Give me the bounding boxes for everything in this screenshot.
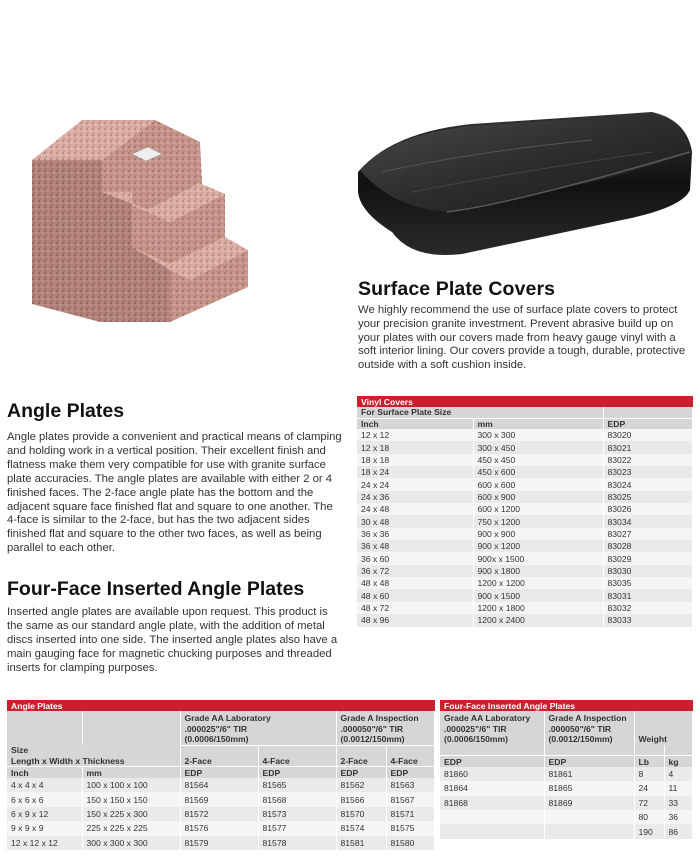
vinyl-table-row-cell: 36 x 36: [357, 528, 473, 540]
grade-a-tolerance: .000050"/6" TIR: [340, 723, 404, 734]
vinyl-table-row-cell: 300 x 450: [473, 441, 603, 453]
angle-table-row-cell: 150 x 150 x 150: [82, 792, 180, 806]
angle-table-row-cell: 81581: [336, 836, 386, 850]
vinyl-table-row-cell: 12 x 12: [357, 429, 473, 441]
vinyl-table-row-cell: 1200 x 1800: [473, 602, 603, 614]
vinyl-table-row-cell: 450 x 450: [473, 454, 603, 466]
four-grade-aa-label: Grade AA Laboratory: [444, 713, 531, 723]
vinyl-table-row-cell: 600 x 900: [473, 491, 603, 503]
vinyl-covers-table: [357, 396, 693, 627]
four-grade-a-label: Grade A Inspection: [548, 713, 627, 723]
vinyl-table-row: [357, 528, 693, 540]
vinyl-table-row: [357, 491, 693, 503]
angle-table-row-cell: 81573: [258, 807, 336, 821]
vinyl-table-row-cell: 24 x 48: [357, 503, 473, 515]
vinyl-table-row-cell: 18 x 18: [357, 454, 473, 466]
vinyl-table-row-cell: 900x x 1500: [473, 552, 603, 564]
four-table-row-cell: 11: [664, 781, 693, 795]
a-two-face: 2-Face: [336, 745, 386, 767]
vinyl-table-row-cell: 48 x 96: [357, 614, 473, 626]
four-table-row-cell: 81861: [544, 767, 634, 781]
vinyl-table-row: [357, 441, 693, 453]
vinyl-table-row: [357, 565, 693, 577]
four-table-row-cell: 81865: [544, 781, 634, 795]
four-col-kg: kg: [664, 756, 693, 767]
vinyl-col-inch: Inch: [357, 418, 473, 429]
angle-table-row-cell: 4 x 4 x 4: [7, 778, 82, 792]
angle-table-row-cell: 12 x 12 x 12: [7, 836, 82, 850]
vinyl-table-row-cell: 36 x 60: [357, 552, 473, 564]
angle-table-row-cell: 81567: [386, 792, 435, 806]
four-table-row-cell: 81860: [440, 767, 544, 781]
vinyl-table-row-cell: 900 x 1800: [473, 565, 603, 577]
four-face-table: [440, 700, 693, 839]
vinyl-table-row-cell: 18 x 24: [357, 466, 473, 478]
surface-plate-covers-body: We highly recommend the use of surface plate covers to protect your precision granite investment. Prevent abrasive build up on your plates with our covers made from heavy gauge vinyl with a soft interior lining. Our covers provide a tough, durable, protective outside with a soft cushion inside.: [358, 304, 686, 372]
vinyl-col-mm: mm: [473, 418, 603, 429]
size-sub-label: Length x Width x Thickness: [11, 755, 125, 766]
angle-table-row-cell: 81562: [336, 778, 386, 792]
four-grade-aa-header: [440, 711, 544, 745]
four-table-row: [440, 796, 693, 810]
vinyl-table-row-cell: 48 x 72: [357, 602, 473, 614]
grade-a-label: Grade A Inspection: [340, 713, 419, 723]
angle-table-row: [7, 792, 435, 806]
angle-table-row-cell: 81563: [386, 778, 435, 792]
vinyl-table-row: [357, 577, 693, 589]
angle-col-edp-1: EDP: [180, 767, 258, 778]
angle-table-row: [7, 836, 435, 850]
angle-table-row-cell: 81569: [180, 792, 258, 806]
angle-table-row-cell: 300 x 300 x 300: [82, 836, 180, 850]
angle-table-row-cell: 6 x 6 x 6: [7, 792, 82, 806]
vinyl-table-row: [357, 614, 693, 626]
vinyl-table-row-cell: 83035: [603, 577, 693, 589]
angle-table-row-cell: 81575: [386, 821, 435, 835]
four-table-row-cell: 33: [664, 796, 693, 810]
vinyl-table-row-cell: 900 x 1500: [473, 589, 603, 601]
angle-table-row-cell: 81568: [258, 792, 336, 806]
angle-col-edp-2: EDP: [258, 767, 336, 778]
vinyl-table-row-cell: 900 x 900: [473, 528, 603, 540]
four-table-row-cell: 72: [634, 796, 664, 810]
four-grade-aa-tolerance: .000025"/6" TIR: [444, 723, 507, 734]
angle-table-row-cell: 9 x 9 x 9: [7, 821, 82, 835]
vinyl-table-row: [357, 429, 693, 441]
four-table-row: [440, 810, 693, 824]
vinyl-table-row-cell: 83029: [603, 552, 693, 564]
four-table-row-cell: 81868: [440, 796, 544, 810]
vinyl-table-row-cell: 300 x 300: [473, 429, 603, 441]
angle-table-row-cell: 81566: [336, 792, 386, 806]
four-grade-a-mm: (0.0012/150mm): [548, 734, 613, 745]
vinyl-table-row-cell: 600 x 600: [473, 478, 603, 490]
angle-table-title: Angle Plates: [7, 700, 435, 711]
aa-four-face: 4-Face: [258, 745, 336, 767]
angle-table-row-cell: 81579: [180, 836, 258, 850]
angle-table-row-cell: 81564: [180, 778, 258, 792]
vinyl-table-row-cell: 83025: [603, 491, 693, 503]
grade-aa-mm: (0.0006/150mm): [184, 734, 249, 745]
angle-table-row: [7, 821, 435, 835]
vinyl-table-row-cell: 83031: [603, 589, 693, 601]
four-face-heading: Four-Face Inserted Angle Plates: [7, 578, 305, 600]
vinyl-table-row: [357, 589, 693, 601]
vinyl-table-row-cell: 24 x 24: [357, 478, 473, 490]
vinyl-table-row-cell: 24 x 36: [357, 491, 473, 503]
angle-table-row-cell: 81578: [258, 836, 336, 850]
vinyl-table-row-cell: 12 x 18: [357, 441, 473, 453]
vinyl-table-row: [357, 478, 693, 490]
vinyl-table-row: [357, 602, 693, 614]
weight-header: [634, 711, 693, 745]
vinyl-table-title: Vinyl Covers: [357, 396, 693, 407]
vinyl-table-row-cell: 36 x 48: [357, 540, 473, 552]
angle-table-row-cell: 81574: [336, 821, 386, 835]
angle-table-row-cell: 81577: [258, 821, 336, 835]
vinyl-table-row: [357, 503, 693, 515]
angle-table-row-cell: 81572: [180, 807, 258, 821]
angle-size-header: [7, 745, 180, 767]
vinyl-subheader: For Surface Plate Size: [357, 407, 603, 418]
angle-table-row: [7, 778, 435, 792]
four-grade-a-tolerance: .000050"/6" TIR: [548, 723, 612, 734]
four-table-row-cell: 8: [634, 767, 664, 781]
angle-table-row-cell: 81576: [180, 821, 258, 835]
four-table-title: Four-Face Inserted Angle Plates: [440, 700, 693, 711]
angle-col-edp-3: EDP: [336, 767, 386, 778]
grade-aa-label: Grade AA Laboratory: [184, 713, 271, 723]
vinyl-table-row-cell: 1200 x 1200: [473, 577, 603, 589]
four-table-row-cell: 190: [634, 824, 664, 838]
vinyl-table-row: [357, 515, 693, 527]
vinyl-table-row-cell: 83032: [603, 602, 693, 614]
vinyl-table-row: [357, 466, 693, 478]
four-table-row-cell: 4: [664, 767, 693, 781]
four-table-row-cell: [440, 824, 544, 838]
vinyl-table-row-cell: 83023: [603, 466, 693, 478]
weight-label: Weight: [638, 734, 667, 745]
vinyl-table-row-cell: 83020: [603, 429, 693, 441]
angle-table-row-cell: 81570: [336, 807, 386, 821]
vinyl-table-row-cell: 30 x 48: [357, 515, 473, 527]
angle-table-row: [7, 807, 435, 821]
vinyl-table-row-cell: 83034: [603, 515, 693, 527]
four-table-row-cell: 24: [634, 781, 664, 795]
vinyl-table-row-cell: 83026: [603, 503, 693, 515]
angle-col-inch: Inch: [7, 767, 82, 778]
four-col-edp-1: EDP: [440, 756, 544, 767]
grade-aa-tolerance: .000025"/6" TIR: [184, 723, 248, 734]
four-table-row: [440, 824, 693, 838]
angle-table-row-cell: 100 x 100 x 100: [82, 778, 180, 792]
vinyl-table-row-cell: 83024: [603, 478, 693, 490]
vinyl-table-row-cell: 900 x 1200: [473, 540, 603, 552]
vinyl-col-edp: EDP: [603, 418, 693, 429]
angle-col-mm: mm: [82, 767, 180, 778]
vinyl-table-row-cell: 83027: [603, 528, 693, 540]
four-col-edp-2: EDP: [544, 756, 634, 767]
four-face-body: Inserted angle plates are available upon request. This product is the same as our standard angle plate, with the addition of metal discs inserted into one side. The inserted angle plates also have a main gauging face for magnetic chucking purposes and threaded inserts for clamping purposes.: [7, 606, 338, 674]
vinyl-table-row-cell: 36 x 72: [357, 565, 473, 577]
angle-table-row-cell: 225 x 225 x 225: [82, 821, 180, 835]
angle-table-row-cell: 150 x 225 x 300: [82, 807, 180, 821]
angle-col-edp-4: EDP: [386, 767, 435, 778]
four-table-row: [440, 767, 693, 781]
four-table-row-cell: 81864: [440, 781, 544, 795]
aa-two-face: 2-Face: [180, 745, 258, 767]
angle-plates-table: [7, 700, 435, 850]
four-table-row-cell: [544, 810, 634, 824]
four-table-row-cell: 81869: [544, 796, 634, 810]
four-grade-a-header: [544, 711, 634, 745]
vinyl-table-row-cell: 83033: [603, 614, 693, 626]
four-table-row-cell: 86: [664, 824, 693, 838]
vinyl-table-row-cell: 48 x 48: [357, 577, 473, 589]
four-table-row-cell: [440, 810, 544, 824]
vinyl-table-row-cell: 450 x 600: [473, 466, 603, 478]
vinyl-table-row-cell: 83022: [603, 454, 693, 466]
vinyl-table-row-cell: 83030: [603, 565, 693, 577]
four-table-row-cell: 80: [634, 810, 664, 824]
angle-table-row-cell: 6 x 9 x 12: [7, 807, 82, 821]
vinyl-table-row-cell: 1200 x 2400: [473, 614, 603, 626]
angle-table-row-cell: 81580: [386, 836, 435, 850]
vinyl-table-row-cell: 750 x 1200: [473, 515, 603, 527]
vinyl-table-row-cell: 83021: [603, 441, 693, 453]
four-table-row: [440, 781, 693, 795]
surface-plate-covers-heading: Surface Plate Covers: [358, 278, 556, 300]
size-label: Size: [11, 745, 29, 756]
angle-table-row-cell: 81565: [258, 778, 336, 792]
four-grade-aa-mm: (0.0006/150mm): [444, 734, 509, 745]
vinyl-table-row: [357, 454, 693, 466]
vinyl-cover-image: [352, 112, 694, 257]
angle-table-row-cell: 81571: [386, 807, 435, 821]
four-col-lb: Lb: [634, 756, 664, 767]
vinyl-table-row: [357, 552, 693, 564]
four-table-row-cell: [544, 824, 634, 838]
vinyl-table-row: [357, 540, 693, 552]
angle-plates-heading: Angle Plates: [7, 400, 125, 422]
angle-grade-a-header: [336, 711, 435, 745]
angle-plates-body: Angle plates provide a convenient and practical means of clamping and holding work in a vertical position. Their excellent finish and flatness make them very compatible for use with granite surface plate accuracies. The angle plates are available with either 2 or 4 finished faces. The 2-face angle plate has the bottom and the adjacent square face finished flat and square to one another. The 4-face is similar to the 2-face, but has the two adjacent sides finished flat and square to the other two faces, as well as being parallel to each other.: [7, 431, 342, 555]
a-four-face: 4-Face: [386, 745, 435, 767]
grade-a-mm: (0.0012/150mm): [340, 734, 405, 745]
angle-grade-aa-header: [180, 711, 336, 745]
vinyl-table-row-cell: 83028: [603, 540, 693, 552]
four-table-row-cell: 36: [664, 810, 693, 824]
vinyl-table-row-cell: 48 x 60: [357, 589, 473, 601]
vinyl-table-row-cell: 600 x 1200: [473, 503, 603, 515]
granite-angle-plate-image: [20, 92, 270, 322]
